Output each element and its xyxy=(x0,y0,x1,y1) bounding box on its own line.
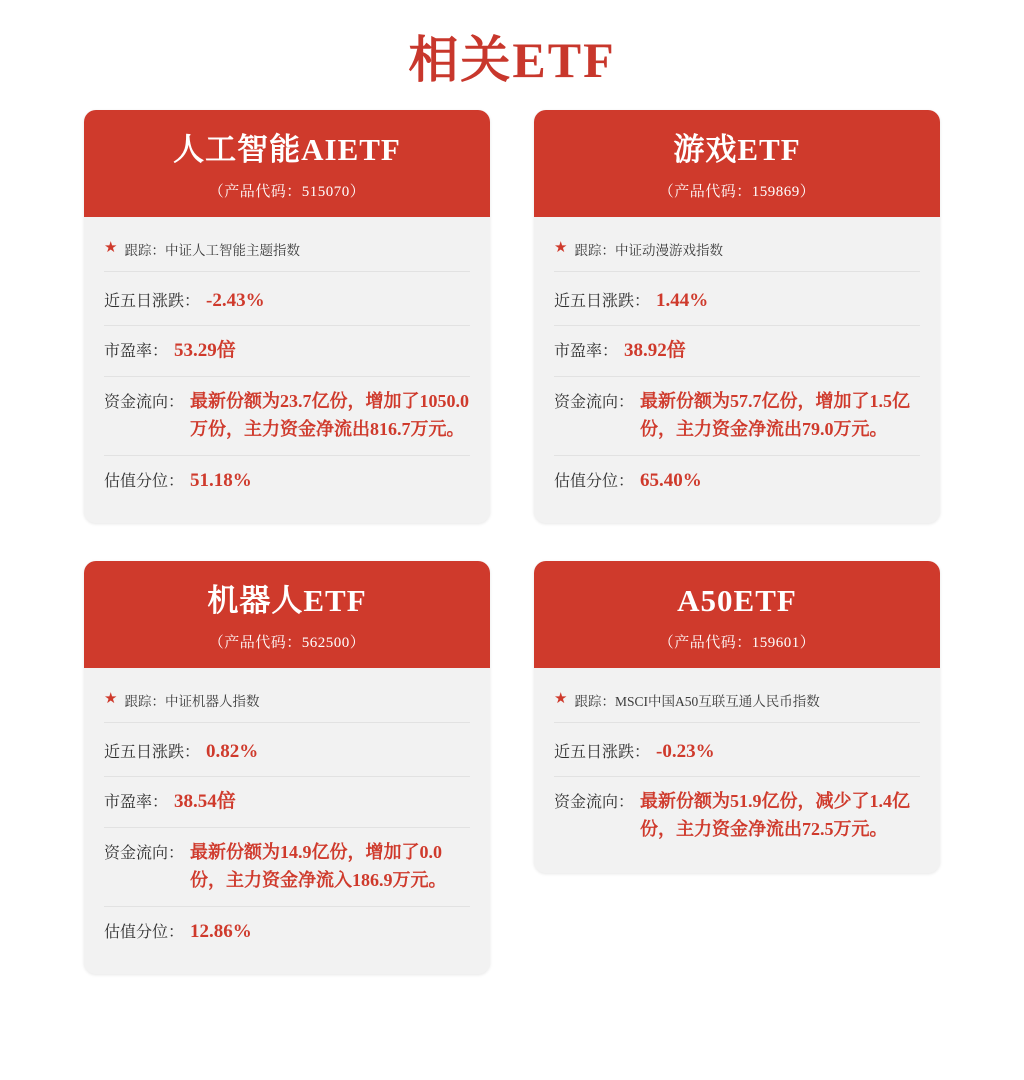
etf-code: （产品代码：159869） xyxy=(658,183,816,200)
pe-ratio-label: 市盈率： xyxy=(554,343,619,361)
card-body xyxy=(534,217,940,523)
valuation-percentile-row xyxy=(104,907,470,957)
five-day-change-row xyxy=(104,727,470,778)
pe-ratio-row xyxy=(104,777,470,828)
five-day-change-label: 近五日涨跌： xyxy=(554,743,651,761)
five-day-change-label: 近五日涨跌： xyxy=(104,743,201,761)
five-day-change-row xyxy=(104,276,470,327)
five-day-change-value: -2.43% xyxy=(206,289,265,311)
fund-flow-value: 最新份额为51.9亿份，减少了1.4亿份，主力资金净流出72.5万元。 xyxy=(640,791,911,840)
track-row xyxy=(554,233,920,272)
fund-flow-label: 资金流向： xyxy=(104,393,185,411)
card-header xyxy=(84,110,490,217)
pe-ratio-label: 市盈率： xyxy=(104,343,169,361)
etf-name: 机器人ETF xyxy=(207,583,367,619)
card-body xyxy=(84,217,490,523)
etf-code: （产品代码：562500） xyxy=(208,634,366,651)
five-day-change-row xyxy=(554,727,920,778)
valuation-percentile-label: 估值分位： xyxy=(104,472,185,490)
five-day-change-label: 近五日涨跌： xyxy=(104,292,201,310)
star-icon: ★ xyxy=(554,240,568,257)
fund-flow-value: 最新份额为23.7亿份，增加了1050.0万份，主力资金净流出816.7万元。 xyxy=(190,390,470,439)
track-row xyxy=(104,233,470,272)
etf-card-grid xyxy=(0,110,1024,974)
etf-name: A50ETF xyxy=(677,583,797,619)
fund-flow-value: 最新份额为14.9亿份，增加了0.0份，主力资金净流入186.9万元。 xyxy=(190,841,447,890)
etf-card[interactable] xyxy=(534,110,940,523)
five-day-change-label: 近五日涨跌： xyxy=(554,292,651,310)
pe-ratio-row xyxy=(104,326,470,377)
track-row xyxy=(104,684,470,723)
etf-card[interactable] xyxy=(84,110,490,523)
etf-card[interactable] xyxy=(534,561,940,873)
valuation-percentile-label: 估值分位： xyxy=(554,472,635,490)
etf-name: 人工智能AIETF xyxy=(173,132,401,167)
five-day-change-value: 0.82% xyxy=(206,740,259,762)
fund-flow-row xyxy=(104,377,470,456)
pe-ratio-row xyxy=(554,326,920,377)
fund-flow-label: 资金流向： xyxy=(554,794,635,812)
fund-flow-value: 最新份额为57.7亿份，增加了1.5亿份，主力资金净流出79.0万元。 xyxy=(640,390,911,439)
card-body xyxy=(84,668,490,974)
pe-ratio-value: 38.92倍 xyxy=(624,340,686,362)
pe-ratio-value: 53.29倍 xyxy=(174,340,236,362)
five-day-change-value: -0.23% xyxy=(656,740,715,762)
valuation-percentile-value: 51.18% xyxy=(190,469,252,491)
track-row xyxy=(554,684,920,723)
valuation-percentile-row xyxy=(104,456,470,506)
five-day-change-row xyxy=(554,276,920,327)
card-header xyxy=(534,110,940,217)
fund-flow-row xyxy=(104,828,470,907)
fund-flow-label: 资金流向： xyxy=(554,393,635,411)
star-icon: ★ xyxy=(104,240,118,257)
track-index-label: 跟踪：中证机器人指数 xyxy=(124,693,260,709)
track-index-label: 跟踪：MSCI中国A50互联互通人民币指数 xyxy=(574,693,820,709)
pe-ratio-label: 市盈率： xyxy=(104,794,169,812)
card-header xyxy=(84,561,490,668)
star-icon: ★ xyxy=(104,691,118,708)
valuation-percentile-label: 估值分位： xyxy=(104,923,185,941)
etf-name: 游戏ETF xyxy=(673,132,801,167)
etf-code: （产品代码：159601） xyxy=(658,634,816,651)
fund-flow-label: 资金流向： xyxy=(104,844,185,862)
pe-ratio-value: 38.54倍 xyxy=(174,791,236,813)
star-icon: ★ xyxy=(554,691,568,708)
fund-flow-row xyxy=(554,377,920,456)
five-day-change-value: 1.44% xyxy=(656,289,709,311)
track-index-label: 跟踪：中证动漫游戏指数 xyxy=(574,242,723,258)
card-body xyxy=(534,668,940,873)
valuation-percentile-value: 65.40% xyxy=(640,469,702,491)
page-title: 相关ETF xyxy=(408,32,616,88)
fund-flow-row xyxy=(554,777,920,855)
etf-card[interactable] xyxy=(84,561,490,974)
track-index-label: 跟踪：中证人工智能主题指数 xyxy=(124,242,300,258)
valuation-percentile-row xyxy=(554,456,920,506)
etf-code: （产品代码：515070） xyxy=(208,183,366,200)
card-header xyxy=(534,561,940,668)
valuation-percentile-value: 12.86% xyxy=(190,920,252,942)
